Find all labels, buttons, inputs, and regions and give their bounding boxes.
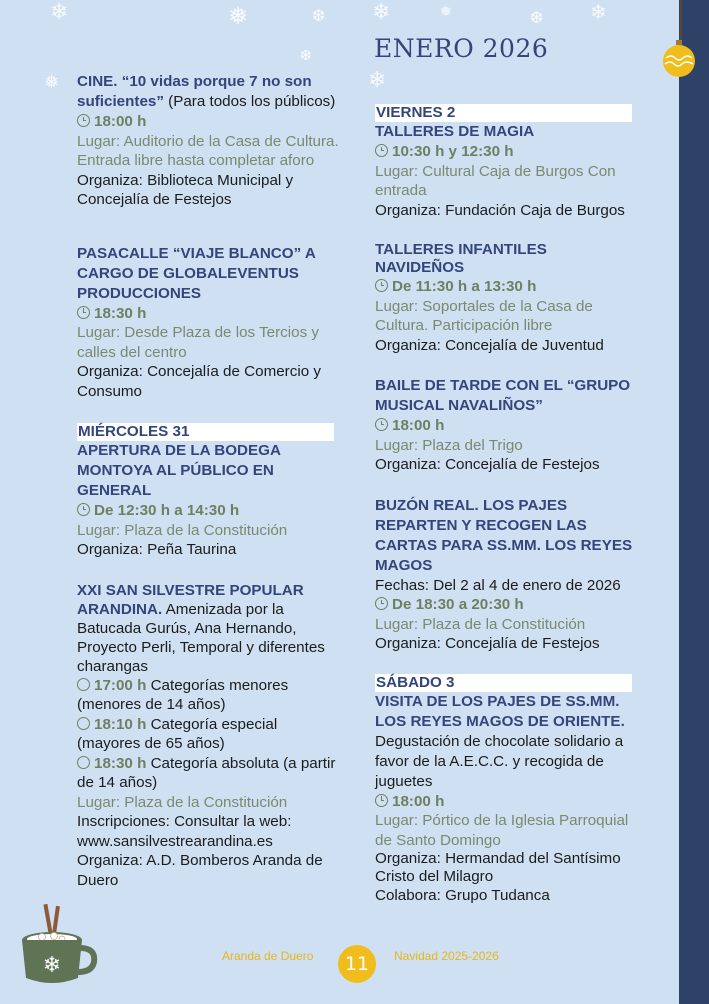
- event-organizer: Organiza: Fundación Caja de Burgos: [375, 201, 625, 219]
- event-time: [375, 792, 637, 812]
- clock-icon: [375, 794, 388, 807]
- snowflake-icon: ❆: [300, 48, 312, 64]
- event-place: Lugar: Soportales de la Casa de Cultura. Participación libre: [375, 297, 593, 334]
- event-time-text: 18:00 h: [392, 417, 445, 434]
- event-title-bold: XXI SAN SILVESTRE POPULAR ARANDINA.: [77, 581, 304, 618]
- hot-chocolate-mug-icon: [18, 902, 98, 988]
- event-time: [77, 304, 339, 324]
- event-time: [375, 595, 637, 615]
- event-cine: [77, 72, 339, 210]
- clock-icon: [375, 418, 388, 431]
- event-title: TALLERES DE MAGIA: [375, 123, 535, 140]
- footer-location: Aranda de Duero: [222, 949, 314, 963]
- event-time-text: 18:30 h: [94, 304, 147, 322]
- clock-icon: [77, 717, 90, 730]
- footer-edition: Navidad 2025-2026: [394, 949, 499, 963]
- event-time-line: [77, 715, 339, 754]
- clock-icon: [77, 306, 90, 319]
- left-column: [77, 72, 339, 908]
- day-heading: SÁBADO 3: [375, 674, 632, 692]
- event-time-text: 18:30 h: [94, 754, 147, 772]
- event-title-rest: Amenizada por la Batucada Gurús, Ana Hernando, Proyecto Perli, Temporal y diferentes charangas: [77, 600, 325, 675]
- snowflake-icon: ❄: [50, 0, 69, 25]
- snowflake-icon: ❅: [44, 72, 60, 93]
- clock-icon: [77, 756, 90, 769]
- clock-icon: [375, 597, 388, 610]
- svg-text:❄: ❄: [42, 953, 62, 978]
- event-time-text: De 18:30 a 20:30 h: [392, 596, 524, 613]
- event-title-bold: CINE. “10 vidas porque 7 no son suficientes”: [77, 73, 312, 110]
- event-time: [375, 277, 637, 297]
- event-san-silvestre: [77, 581, 339, 891]
- event-time-text: De 12:30 h a 14:30 h: [94, 502, 240, 519]
- event-place: Lugar: Plaza de la Constitución: [77, 521, 288, 539]
- event-title: APERTURA DE LA BODEGA MONTOYA AL PÚBLICO EN GENERAL: [77, 442, 281, 499]
- event-title: [77, 581, 339, 676]
- snowflake-icon: ❄: [590, 0, 607, 24]
- event-organizer: Organiza: Concejalía de Juventud: [375, 336, 604, 354]
- right-column: [375, 104, 637, 924]
- event-time: [77, 501, 339, 521]
- event-collaborator: Colabora: Grupo Tudanca: [375, 887, 550, 904]
- event-title: BUZÓN REAL. LOS PAJES REPARTEN Y RECOGEN LAS CARTAS PARA SS.MM. LOS REYES MAGOS: [375, 496, 633, 574]
- event-time: [77, 112, 339, 132]
- clock-icon: [375, 279, 388, 292]
- event-time-desc: Categoría absoluta (a partir de 14 años): [77, 754, 336, 791]
- event-pasacalle: [77, 244, 339, 402]
- event-title: PASACALLE “VIAJE BLANCO” A CARGO DE GLOBALEVENTUS PRODUCCIONES: [77, 244, 316, 302]
- snowflake-icon: ❆: [530, 8, 544, 27]
- event-time-line: [77, 676, 339, 715]
- clock-icon: [375, 144, 388, 157]
- snowflake-icon: ❄: [372, 0, 391, 25]
- event-place: Lugar: Cultural Caja de Burgos Con entrada: [375, 162, 616, 199]
- snowflake-icon: ❅: [440, 4, 452, 20]
- right-decorative-band: [679, 0, 709, 1004]
- event-title-bold: VISITA DE LOS PAJES DE SS.MM. LOS REYES MAGOS DE ORIENTE.: [375, 692, 625, 730]
- event-baile: [375, 376, 637, 475]
- event-time-text: 18:00 h: [94, 113, 147, 130]
- clock-icon: [77, 503, 90, 516]
- event-dates: Fechas: Del 2 al 4 de enero de 2026: [375, 576, 621, 594]
- event-time: [375, 416, 637, 436]
- event-organizer: Organiza: Biblioteca Municipal y Concejalía de Festejos: [77, 171, 294, 208]
- event-title: TALLERES INFANTILES NAVIDEÑOS: [375, 241, 547, 276]
- clock-icon: [77, 678, 90, 691]
- event-time-text: De 11:30 h a 13:30 h: [392, 278, 537, 295]
- event-title: [77, 72, 339, 112]
- event-talleres-magia: [375, 122, 637, 220]
- event-organizer: Organiza: Concejalía de Festejos: [375, 456, 600, 473]
- event-time-text: 10:30 h y 12:30 h: [392, 143, 514, 160]
- event-talleres-infantiles: [375, 241, 637, 355]
- event-time-text: 18:10 h: [94, 715, 147, 733]
- event-organizer: Organiza: A.D. Bomberos Aranda de Duero: [77, 852, 323, 889]
- event-time-text: 17:00 h: [94, 676, 147, 694]
- christmas-ornament-icon: [662, 40, 696, 78]
- event-time-desc: Categoría especial (mayores de 65 años): [77, 715, 278, 752]
- event-title: [375, 692, 637, 792]
- snowflake-icon: ❆: [312, 6, 326, 25]
- event-organizer: Organiza: Concejalía de Festejos: [375, 635, 600, 652]
- event-organizer: Organiza: Peña Taurina: [77, 541, 237, 558]
- event-title-rest: Degustación de chocolate solidario a favor de la A.E.C.C. y recogida de juguetes: [375, 732, 624, 790]
- ornament-string: [680, 0, 682, 40]
- event-visita-pajes: [375, 692, 637, 906]
- event-title-rest: (Para todos los públicos): [163, 93, 336, 110]
- event-organizer: Organiza: Hermandad del Santísimo Cristo del Milagro: [375, 850, 621, 885]
- event-buzon-real: [375, 496, 637, 654]
- event-place: Lugar: Plaza del Trigo: [375, 436, 523, 454]
- event-registration: Inscripciones: Consultar la web: www.sansilvestrearandina.es: [77, 813, 292, 850]
- day-heading: MIÉRCOLES 31: [77, 423, 334, 441]
- event-title: BAILE DE TARDE CON EL “GRUPO MUSICAL NAVALIÑOS”: [375, 377, 631, 414]
- event-time: [375, 142, 637, 162]
- event-place: Lugar: Desde Plaza de los Tercios y calles del centro: [77, 324, 320, 361]
- event-place: Lugar: Plaza de la Constitución: [77, 793, 288, 811]
- day-heading: VIERNES 2: [375, 104, 632, 122]
- event-time-text: 18:00 h: [392, 792, 445, 810]
- page-number: 11: [338, 945, 376, 983]
- event-time-line: [77, 754, 339, 793]
- snowflake-icon: ❅: [228, 2, 249, 30]
- event-bodega: [77, 441, 339, 560]
- snowflake-icon: ❄: [368, 68, 387, 93]
- clock-icon: [77, 114, 90, 127]
- event-organizer: Organiza: Concejalía de Comercio y Consumo: [77, 363, 321, 400]
- event-time-desc: Categorías menores (menores de 14 años): [77, 676, 289, 713]
- event-place: Lugar: Pórtico de la Iglesia Parroquial de Santo Domingo: [375, 812, 629, 849]
- event-place: Lugar: Auditorio de la Casa de Cultura. Entrada libre hasta completar aforo: [77, 132, 339, 169]
- event-place: Lugar: Plaza de la Constitución: [375, 615, 586, 633]
- month-title: ENERO 2026: [374, 34, 549, 63]
